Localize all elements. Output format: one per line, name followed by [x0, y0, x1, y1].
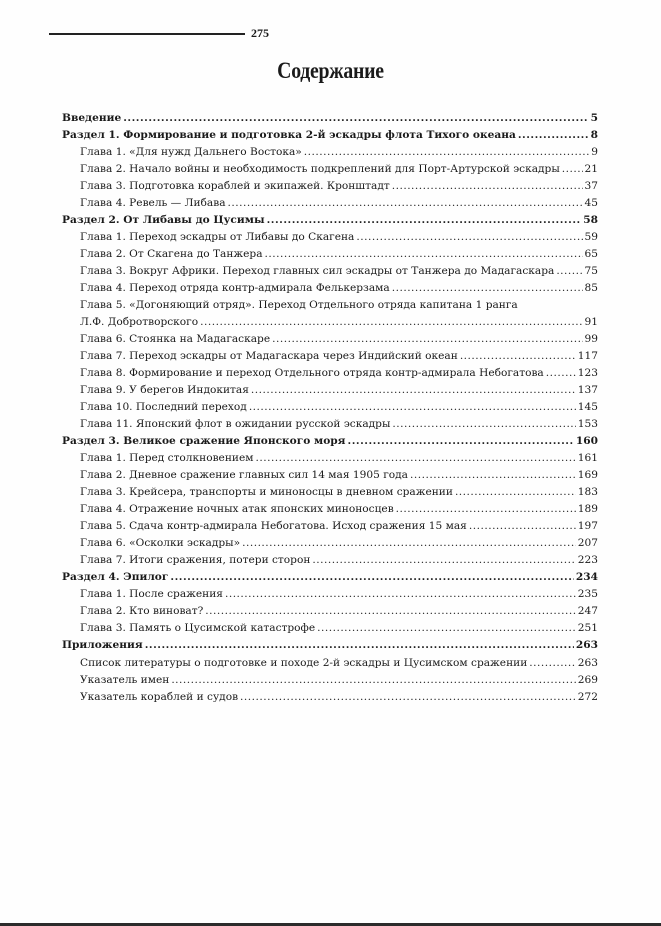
- toc-entry-title: Глава 6. «Осколки эскадры»: [80, 537, 241, 550]
- toc-entry-title: Глава 2. Дневное сражение главных сил 14 мая 1905 года: [80, 469, 409, 482]
- dot-leader: [272, 331, 582, 348]
- toc-entry-title: Глава 4. Переход отряда контр-адмирала Фелькерзама: [80, 282, 390, 295]
- toc-chapter-entry[interactable]: [62, 655, 598, 672]
- dot-leader: [410, 467, 576, 484]
- toc-entry-page: 9: [591, 146, 598, 159]
- toc-entry-title: Приложения: [62, 639, 143, 652]
- toc-chapter-entry[interactable]: [62, 348, 598, 365]
- toc-entry-page: 269: [577, 673, 598, 686]
- toc-section-entry[interactable]: [62, 569, 598, 586]
- dot-leader: [469, 518, 576, 535]
- toc-chapter-entry[interactable]: [62, 416, 598, 433]
- dot-leader: [396, 501, 576, 518]
- dot-leader: [225, 586, 576, 603]
- toc-entry-page: 45: [584, 197, 598, 210]
- toc-entry-title: Глава 7. Итоги сражения, потери сторон: [80, 554, 311, 567]
- toc-entry-page: 247: [577, 605, 598, 618]
- toc-section-entry[interactable]: [62, 212, 598, 229]
- dot-leader: [200, 314, 582, 331]
- dot-leader: [255, 450, 575, 467]
- toc-chapter-entry[interactable]: [62, 501, 598, 518]
- dot-leader: [562, 161, 583, 178]
- toc-entry-page: 117: [577, 350, 598, 363]
- dot-leader: [556, 263, 582, 280]
- toc-entry-title: Раздел 1. Формирование и подготовка 2-й эскадры флота Тихого океана: [62, 129, 516, 142]
- toc-entry-page: 160: [575, 435, 598, 448]
- toc-entry-title: Глава 3. Подготовка кораблей и экипажей. Кронштадт: [80, 180, 390, 193]
- dot-leader: [356, 229, 582, 246]
- toc-entry-title: Глава 10. Последний переход: [80, 401, 247, 414]
- toc-entry-page: 183: [577, 486, 598, 499]
- dot-leader: [123, 110, 588, 127]
- toc-entry-title: Глава 1. Переход эскадры от Либавы до Скагена: [80, 231, 355, 244]
- toc-entry-title: Указатель имен: [80, 673, 170, 686]
- toc-entry-page: 223: [577, 554, 598, 567]
- toc-section-entry[interactable]: [62, 637, 598, 654]
- dot-leader: [392, 178, 583, 195]
- toc-entry-page: 137: [577, 384, 598, 397]
- toc-entry-title: Л.Ф. Добротворского: [80, 316, 199, 329]
- dot-leader: [460, 348, 576, 365]
- toc-entry-title: Глава 6. Стоянка на Мадагаскаре: [80, 333, 271, 346]
- toc-entry-page: 145: [577, 401, 598, 414]
- toc-entry-title: Введение: [62, 112, 122, 124]
- toc-chapter-entry[interactable]: [62, 382, 598, 399]
- toc-chapter-entry[interactable]: [62, 672, 598, 689]
- toc-entry-page: 37: [584, 180, 598, 193]
- toc-entry-page: 65: [584, 248, 598, 261]
- dot-leader: [240, 689, 576, 706]
- toc-entry-title: Глава 4. Отражение ночных атак японских миноносцев: [80, 503, 394, 516]
- toc-chapter-entry[interactable]: [62, 586, 598, 603]
- toc-entry-page: 197: [577, 520, 598, 533]
- toc-entry-title: Глава 5. «Догоняющий отряд». Переход Отдельного отряда капитана 1 ранга: [80, 299, 518, 312]
- toc-entry-page: 91: [584, 316, 598, 329]
- toc-entry-title: Глава 3. Память о Цусимской катастрофе: [80, 622, 316, 635]
- toc-entry-title: Глава 5. Сдача контр-адмирала Небогатова. Исход сражения 15 мая: [80, 520, 467, 533]
- toc-entry-page: 207: [577, 537, 598, 550]
- toc-chapter-entry[interactable]: [62, 467, 598, 484]
- toc-chapter-entry[interactable]: [62, 297, 598, 314]
- dot-leader: [171, 672, 575, 689]
- toc-entry-title: Список литературы о подготовке и походе 2-й эскадры и Цусимском сражении: [80, 656, 528, 669]
- toc-section-entry[interactable]: [62, 110, 598, 127]
- toc-entry-page: 75: [584, 265, 598, 278]
- dot-leader: [249, 399, 576, 416]
- toc-entry-page: 251: [577, 622, 598, 635]
- dot-leader: [170, 569, 574, 586]
- toc-chapter-entry[interactable]: [62, 161, 598, 178]
- dot-leader: [392, 280, 583, 297]
- dot-leader: [348, 433, 574, 450]
- toc-chapter-entry[interactable]: [62, 535, 598, 552]
- toc-entry-page: 234: [575, 571, 598, 584]
- toc-chapter-entry[interactable]: [62, 450, 598, 467]
- table-of-contents: [62, 110, 598, 706]
- dot-leader: [546, 365, 576, 382]
- dot-leader: [145, 637, 574, 654]
- toc-entry-title: Глава 2. Начало войны и необходимость подкреплений для Порт-Артурской эскадры: [80, 163, 560, 176]
- toc-entry-page: 235: [577, 588, 598, 601]
- toc-chapter-entry[interactable]: [62, 620, 598, 637]
- dot-leader: [312, 552, 575, 569]
- toc-chapter-entry[interactable]: [62, 399, 598, 416]
- toc-entry-page: 169: [577, 469, 598, 482]
- toc-chapter-entry[interactable]: [62, 331, 598, 348]
- toc-entry-title: Глава 1. После сражения: [80, 588, 223, 601]
- dot-leader: [265, 246, 583, 263]
- toc-chapter-entry[interactable]: [62, 263, 598, 280]
- toc-entry-page: 123: [577, 367, 598, 380]
- toc-section-entry[interactable]: [62, 433, 598, 450]
- toc-entry-page: 5: [590, 112, 598, 124]
- toc-entry-page: 263: [577, 656, 598, 669]
- page-number: 275: [251, 26, 269, 40]
- page-title: Содержание: [277, 58, 384, 83]
- dot-leader: [304, 144, 589, 161]
- toc-section-entry[interactable]: [62, 127, 598, 144]
- toc-entry-title: Глава 4. Ревель — Либава: [80, 197, 226, 210]
- toc-entry-page: 59: [584, 231, 598, 244]
- toc-chapter-entry[interactable]: [62, 229, 598, 246]
- toc-entry-title: Глава 1. Перед столкновением: [80, 452, 254, 465]
- toc-entry-page: 263: [575, 639, 598, 652]
- toc-chapter-entry[interactable]: [62, 365, 598, 382]
- toc-entry-title: Глава 1. «Для нужд Дальнего Востока»: [80, 146, 302, 159]
- dot-leader: [251, 382, 576, 399]
- toc-chapter-entry[interactable]: [62, 689, 598, 706]
- toc-entry-page: 161: [577, 452, 598, 465]
- header-rule: [49, 33, 245, 35]
- dot-leader: [242, 535, 576, 552]
- toc-chapter-entry[interactable]: [62, 603, 598, 620]
- toc-entry-title: Глава 2. Кто виноват?: [80, 605, 204, 618]
- toc-entry-page: 21: [584, 163, 598, 176]
- toc-entry-page: 99: [584, 333, 598, 346]
- dot-leader: [228, 195, 583, 212]
- toc-entry-title: Глава 8. Формирование и переход Отдельного отряда контр-адмирала Небогатова: [80, 367, 544, 380]
- toc-chapter-entry[interactable]: [62, 178, 598, 195]
- dot-leader: [455, 484, 576, 501]
- dot-leader: [317, 620, 576, 637]
- toc-chapter-entry[interactable]: [62, 195, 598, 212]
- toc-chapter-entry[interactable]: [62, 280, 598, 297]
- toc-entry-title: Глава 7. Переход эскадры от Мадагаскара через Индийский океан: [80, 350, 458, 363]
- toc-entry-page: 153: [577, 418, 598, 431]
- toc-entry-title: Глава 2. От Скагена до Танжера: [80, 248, 263, 261]
- toc-entry-title: Глава 3. Вокруг Африки. Переход главных сил эскадры от Танжера до Мадагаскара: [80, 265, 555, 278]
- toc-entry-page: 189: [577, 503, 598, 516]
- dot-leader: [529, 655, 576, 672]
- toc-entry-title: Глава 3. Крейсера, транспорты и миноносцы в дневном сражении: [80, 486, 453, 499]
- toc-entry-title: Раздел 4. Эпилог: [62, 571, 169, 584]
- toc-entry-title: Раздел 3. Великое сражение Японского моря: [62, 435, 346, 448]
- dot-leader: [267, 212, 582, 229]
- toc-entry-page: 8: [590, 129, 598, 142]
- toc-entry-title: Раздел 2. От Либавы до Цусимы: [62, 214, 265, 227]
- toc-chapter-entry[interactable]: [62, 246, 598, 263]
- toc-chapter-entry[interactable]: [62, 518, 598, 535]
- toc-entry-title: Глава 9. У берегов Индокитая: [80, 384, 249, 397]
- dot-leader: [205, 603, 575, 620]
- toc-entry-title: Указатель кораблей и судов: [80, 690, 239, 703]
- toc-entry-page: 85: [584, 282, 598, 295]
- toc-chapter-entry[interactable]: [62, 484, 598, 501]
- toc-entry-title: Глава 11. Японский флот в ожидании русской эскадры: [80, 418, 391, 431]
- dot-leader: [392, 416, 575, 433]
- toc-entry-page: 272: [577, 690, 598, 703]
- toc-chapter-entry[interactable]: [62, 314, 598, 331]
- dot-leader: [518, 127, 589, 144]
- toc-entry-page: 58: [583, 214, 598, 227]
- toc-chapter-entry[interactable]: [62, 552, 598, 569]
- toc-chapter-entry[interactable]: [62, 144, 598, 161]
